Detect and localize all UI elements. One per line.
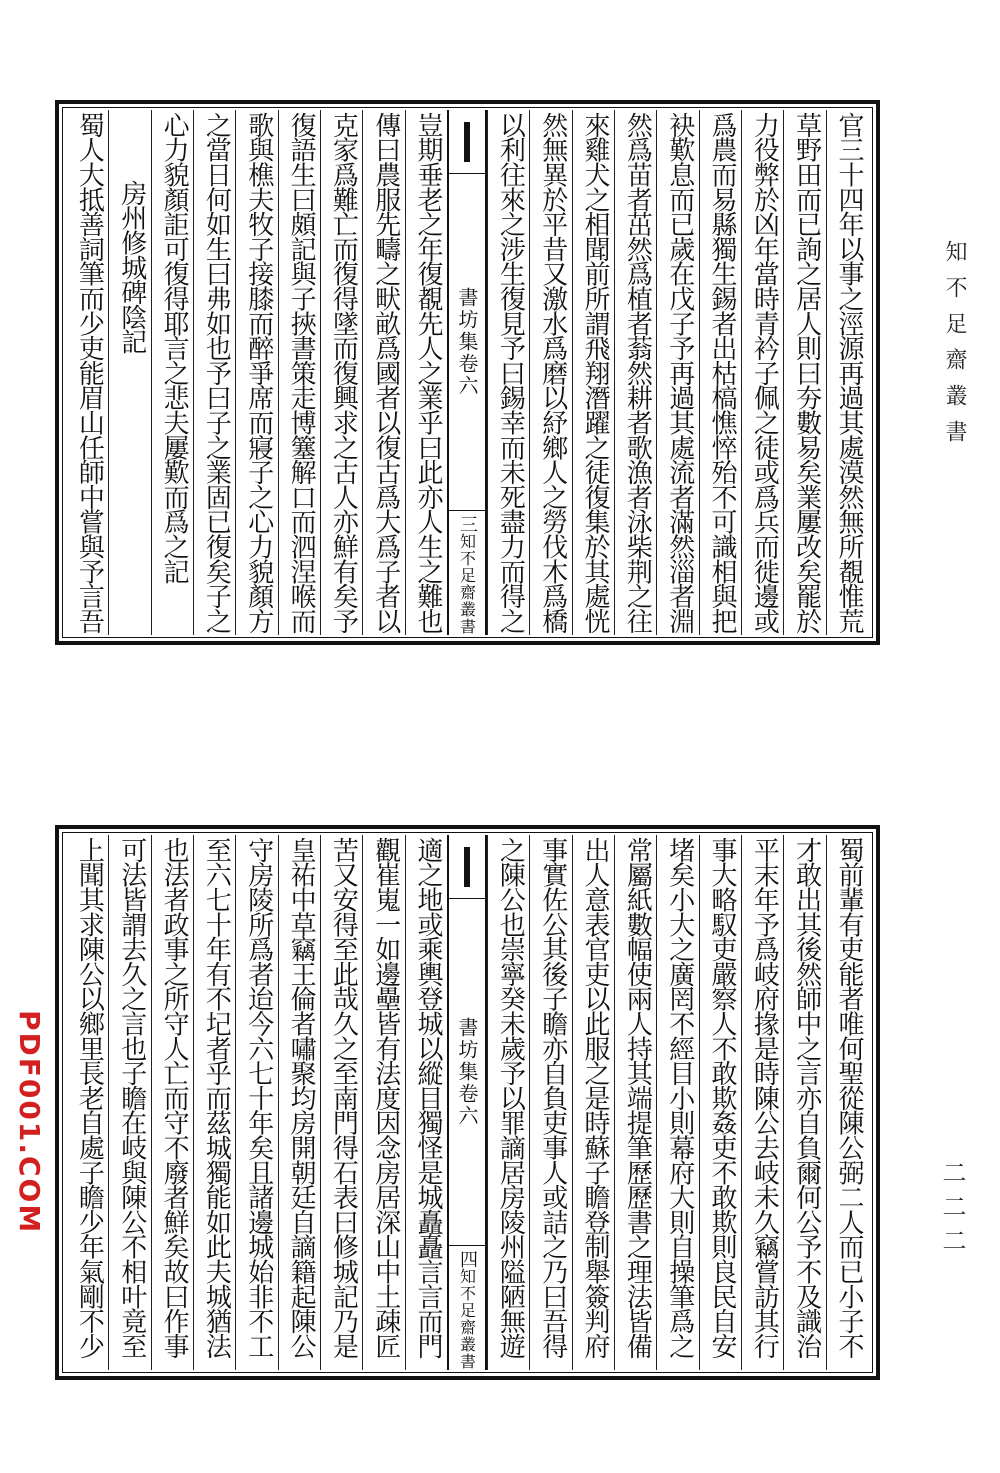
text-column: 然無異於平昔又激水爲磨以紓鄉人之勞伐木爲橋 (529, 110, 571, 635)
text-column: 心力貌顏詎可復得耶言之悲夫屢歎而爲之記 (151, 110, 193, 635)
fishtail-mark (449, 835, 485, 899)
center-fold (447, 110, 487, 635)
text-column: 皇祐中草竊王倫者嘯聚均房開朝廷自謫籍起陳公 (278, 835, 320, 1370)
text-column: 才敢出其後然師中之言亦自負爾何公予不及識治 (783, 835, 825, 1370)
series-tag: 知不足齋叢書 (457, 1268, 477, 1370)
text-column: 傳曰農服先疇之畎畝爲國者以復古爲大爲子者以 (362, 110, 404, 635)
bottom-text-block (55, 825, 880, 1380)
text-column: 袂歎息而已歲在戊子予再過其處流者滿然淄者淵 (656, 110, 698, 635)
text-column: 蜀人大抵善詞筆而少吏能眉山任師中嘗與予言吾 (74, 112, 105, 633)
text-column: 也法者政事之所守人亡而守不廢者鮮矣故曰作事 (151, 835, 193, 1370)
text-column: 蜀前輩有吏能者唯何聖從陳公弼二人而已小子不 (826, 835, 868, 1370)
series-tag: 知不足齋叢書 (457, 533, 477, 635)
text-column: 克家爲難亡而復得墜而復興求之古人亦鮮有矣予 (320, 110, 362, 635)
text-column: 歌與樵夫牧子接膝而醉爭席而寢子之心力貌顏方 (235, 110, 277, 635)
text-column: 適之地或乘輿登城以縱目獨怪是城矗矗言言而門 (405, 835, 447, 1370)
text-column: 平末年予爲岐府掾是時陳公去岐未久竊嘗訪其行 (741, 835, 783, 1370)
text-column: 官三十四年以事之涇源再過其處漠然無所覩惟荒 (826, 110, 868, 635)
series-title: 知不足齋叢書 (942, 240, 967, 456)
top-text-block (55, 100, 880, 645)
text-column: 常屬紙數幅使兩人持其端提筆歷歷書之理法皆備 (614, 835, 656, 1370)
text-column: 爲農而易縣獨生錫者出枯槁憔悴殆不可識相與把 (699, 110, 741, 635)
leaf-number: 三 (457, 515, 479, 533)
leaf-number: 四 (457, 1250, 479, 1268)
text-column: 苦又安得至此哉久之至南門得石表曰修城記乃是 (320, 835, 362, 1370)
text-column: 至六七十年有不圮者乎而茲城獨能如此夫城猶法 (193, 835, 235, 1370)
text-column: 觀崔嵬一如邊壘皆有法度因念房居深山中土疎匠 (362, 835, 404, 1370)
text-column: 草野田而已詢之居人則曰夯數易矣業屢改矣罷於 (783, 110, 825, 635)
text-column: 豈期垂老之年復覩先人之業乎曰此亦人生之難也 (405, 110, 447, 635)
book-title: 書坊集卷六 (455, 1017, 480, 1127)
text-column: 可法皆謂去久之言也子瞻在岐與陳公不相叶竟至 (108, 835, 150, 1370)
text-column: 之陳公也崇寧癸未歲予以罪謫居房陵州隘陋無遊 (487, 835, 529, 1370)
text-column: 然爲苗者茁然爲植者蓊然耕者歌漁者泳柴荆之往 (614, 110, 656, 635)
text-column: 堵矣小大之廣罔不經目小則幕府大則自操筆爲之 (656, 835, 698, 1370)
section-title: 房州修城碑陰記 (108, 110, 150, 635)
fishtail-mark (449, 110, 485, 174)
text-column: 事實佐公其後子瞻亦自負吏事人或詰之乃曰吾得 (529, 835, 571, 1370)
text-column: 事大略馭吏嚴察人不敢欺姦吏不敢欺則良民自安 (699, 835, 741, 1370)
center-fold (447, 835, 487, 1370)
book-title: 書坊集卷六 (455, 287, 480, 397)
text-column: 以利往來之涉生復見予曰錫幸而未死盡力而得之 (487, 110, 529, 635)
text-column: 之當日何如生曰弗如也予曰子之業固已復矣子之 (193, 110, 235, 635)
watermark: PDF001.COM (13, 1010, 46, 1235)
text-column: 力役弊於凶年當時青衿子佩之徒或爲兵而徙邊或 (741, 110, 783, 635)
page-number: 二二二 (938, 1160, 966, 1262)
text-column: 上聞其求陳公以鄉里長老自處子瞻少年氣剛不少 (74, 837, 105, 1358)
text-column: 來雞犬之相聞前所謂飛翔潛躍之徒復集於其處恍 (572, 110, 614, 635)
text-column: 守房陵所爲者迨今六七十年矣且諸邊城始非不工 (235, 835, 277, 1370)
text-column: 出人意表官吏以此服之是時蘇子瞻登制舉簽判府 (572, 835, 614, 1370)
text-column: 復語生曰頗記與子挾書策走博簺解口而泗涅喉而 (278, 110, 320, 635)
